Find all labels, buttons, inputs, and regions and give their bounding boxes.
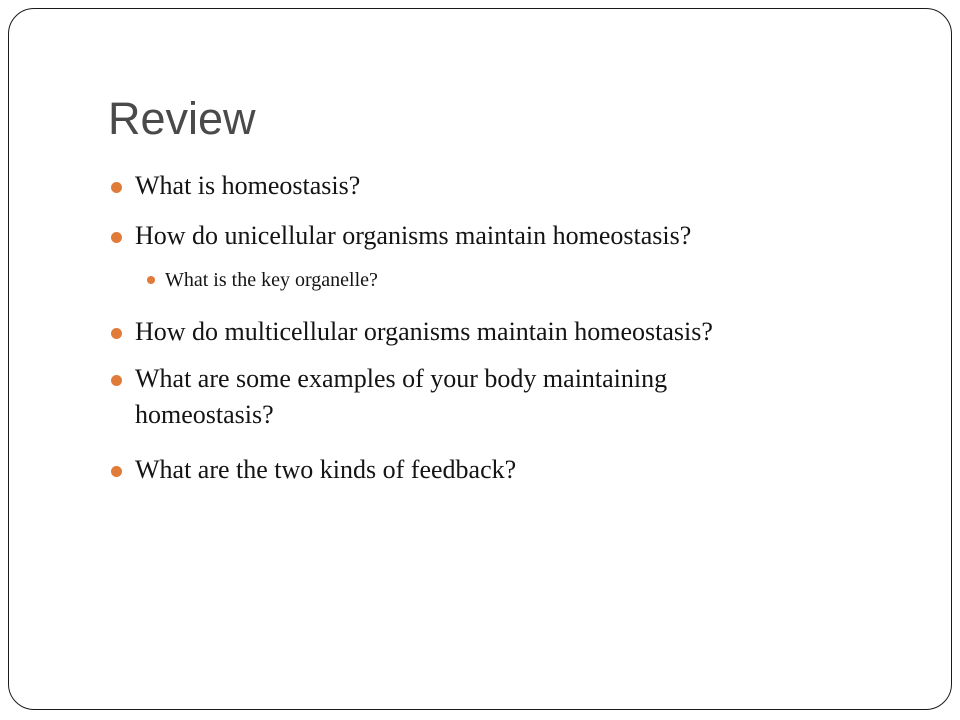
bullet-text: What are some examples of your body maintaining xyxy=(135,364,668,393)
bullet-text: homeostasis? xyxy=(135,400,274,429)
sub-bullet-item xyxy=(165,266,378,294)
bullet-item xyxy=(135,452,516,488)
bullet-item xyxy=(135,314,713,350)
bullet-text: How do unicellular organisms maintain homeostasis? xyxy=(135,221,692,250)
bullet-dot-icon xyxy=(111,466,122,477)
bullet-text: What is the key organelle? xyxy=(165,269,378,291)
bullet-dot-icon xyxy=(111,375,122,386)
bullet-item xyxy=(135,168,360,204)
slide-title: Review xyxy=(108,93,256,144)
bullet-text: What is homeostasis? xyxy=(135,171,361,200)
bullet-item xyxy=(135,218,691,254)
bullet-text: How do multicellular organisms maintain homeostasis? xyxy=(135,317,713,346)
bullet-item-continuation xyxy=(135,397,274,433)
slide xyxy=(8,8,952,710)
bullet-dot-icon xyxy=(111,182,122,193)
bullet-dot-icon xyxy=(111,328,122,339)
bullet-text: What are the two kinds of feedback? xyxy=(135,455,517,484)
bullet-item xyxy=(135,361,667,397)
bullet-dot-icon xyxy=(111,232,122,243)
bullet-dot-icon xyxy=(147,276,155,284)
